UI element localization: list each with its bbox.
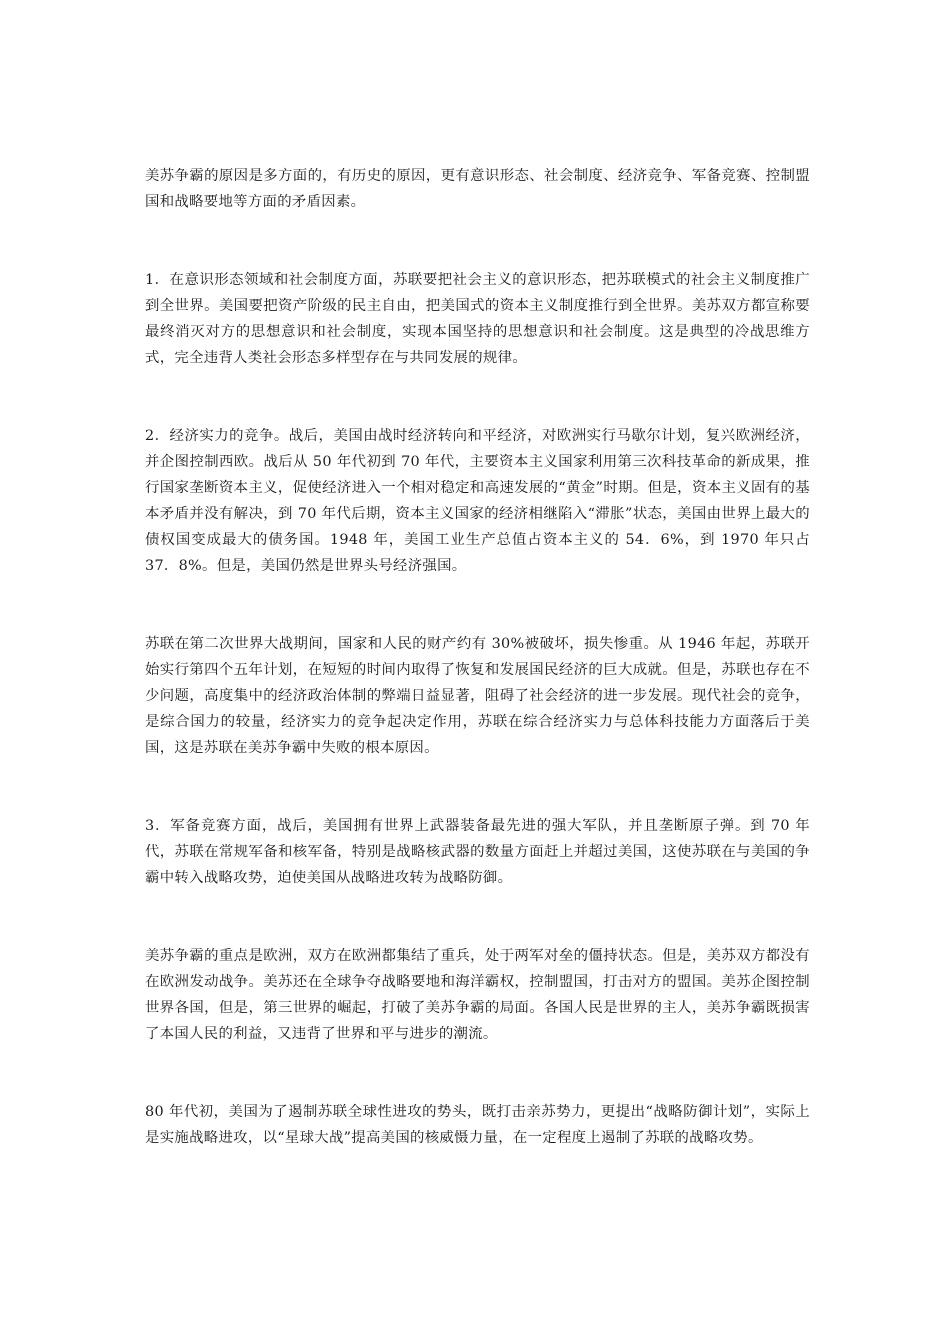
paragraph-intro: 美苏争霸的原因是多方面的，有历史的原因，更有意识形态、社会制度、经济竞争、军备竞赛、控制盟国和战略要地等方面的矛盾因素。 <box>145 168 810 210</box>
paragraph-economy: 2．经济实力的竞争。战后，美国由战时经济转向和平经济，对欧洲实行马歇尔计划，复兴欧洲经济，并企图控制西欧。战后从 50 年代初到 70 年代，主要资本主义国家利用第三次科技革命的新成果，推行国家垄断资本主义，促使经济进入一个相对稳定和高速发展的“黄金”时期。但是，资本主义固有的基本矛盾并没有解决，到 70 年代后期，资本主义国家的经济相继陷入“滞胀”状态，美国由世界上最大的债权国变成最大的债务国。1948 年，美国工业生产总值占资本主义的 54．6%，到 1970 年只占 37．8%。但是，美国仍然是世界头号经济强国。 <box>145 428 810 574</box>
paragraph-arms-race: 3．军备竞赛方面，战后，美国拥有世界上武器装备最先进的强大军队，并且垄断原子弹。到 70 年代，苏联在常规军备和核军备，特别是战略核武器的数量方面赶上并超过美国，这使苏联在与美国的争霸中转入战略攻势，迫使美国从战略进攻转为战略防御。 <box>145 818 810 886</box>
paragraph-soviet-economy: 苏联在第二次世界大战期间，国家和人民的财产约有 30%被破坏，损失惨重。从 1946 年起，苏联开始实行第四个五年计划，在短短的时间内取得了恢复和发展国民经济的巨大成就。但是，苏联也存在不少问题，高度集中的经济政治体制的弊端日益显著，阻碍了社会经济的进一步发展。现代社会的竞争，是综合国力的较量，经济实力的竞争起决定作用，苏联在综合经济实力与总体科技能力方面落后于美国，这是苏联在美苏争霸中失败的根本原因。 <box>145 636 810 756</box>
paragraph-star-wars: 80 年代初，美国为了遏制苏联全球性进攻的势头，既打击亲苏势力，更提出“战略防御计划”，实际上是实施战略进攻，以“星球大战”提高美国的核威慑力量，在一定程度上遏制了苏联的战略攻势。 <box>145 1104 810 1146</box>
paragraph-ideology: 1．在意识形态领域和社会制度方面，苏联要把社会主义的意识形态，把苏联模式的社会主义制度推广到全世界。美国要把资产阶级的民主自由，把美国式的资本主义制度推行到全世界。美苏双方都宣称要最终消灭对方的思想意识和社会制度，实现本国坚持的思想意识和社会制度。这是典型的冷战思维方式，完全违背人类社会形态多样型存在与共同发展的规律。 <box>145 272 810 366</box>
document-body <box>145 163 810 1151</box>
paragraph-europe: 美苏争霸的重点是欧洲，双方在欧洲都集结了重兵，处于两军对垒的僵持状态。但是，美苏双方都没有在欧洲发动战争。美苏还在全球争夺战略要地和海洋霸权，控制盟国，打击对方的盟国。美苏企图控制世界各国，但是，第三世界的崛起，打破了美苏争霸的局面。各国人民是世界的主人，美苏争霸既损害了本国人民的利益，又违背了世界和平与进步的潮流。 <box>145 948 810 1042</box>
